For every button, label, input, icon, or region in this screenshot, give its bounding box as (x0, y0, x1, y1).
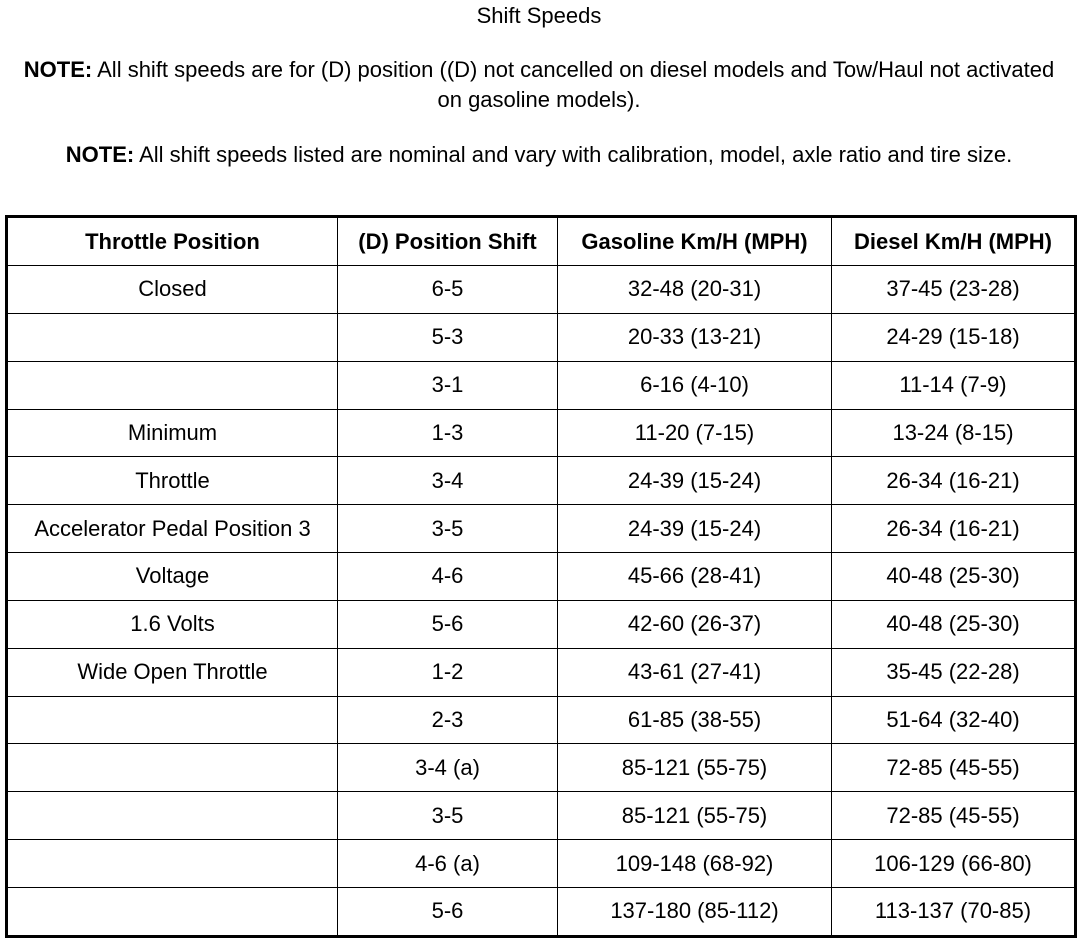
note-text: All shift speeds are for (D) position ((D) not cancelled on diesel models and Tow/Haul not activated on gasoline models). (92, 57, 1055, 112)
gasoline-speed-cell: 137-180 (85-112) (558, 887, 832, 936)
diesel-speed-cell: 113-137 (70-85) (832, 887, 1076, 936)
column-header-d-position-shift: (D) Position Shift (338, 217, 558, 266)
shift-cell: 5-3 (338, 313, 558, 361)
gasoline-speed-cell: 32-48 (20-31) (558, 266, 832, 314)
gasoline-speed-cell: 43-61 (27-41) (558, 648, 832, 696)
table-row (7, 457, 1076, 505)
note-text: All shift speeds listed are nominal and vary with calibration, model, axle ratio and tire size. (134, 142, 1013, 167)
shift-cell: 6-5 (338, 266, 558, 314)
throttle-position-cell (7, 313, 338, 361)
column-header-diesel-speed: Diesel Km/H (MPH) (832, 217, 1076, 266)
page-title: Shift Speeds (476, 3, 602, 28)
table-row (7, 648, 1076, 696)
throttle-position-cell: Throttle (7, 457, 338, 505)
diesel-speed-cell: 26-34 (16-21) (832, 457, 1076, 505)
table-row (7, 744, 1076, 792)
throttle-position-cell: Minimum (7, 409, 338, 457)
throttle-position-cell (7, 696, 338, 744)
throttle-position-cell (7, 792, 338, 840)
note-label: NOTE: (65, 142, 135, 167)
table-row (7, 313, 1076, 361)
throttle-position-cell: Closed (7, 266, 338, 314)
table-row (7, 361, 1076, 409)
throttle-position-cell (7, 744, 338, 792)
note-nominal-speeds (10, 140, 1068, 170)
shift-cell: 5-6 (338, 887, 558, 936)
throttle-position-cell: Accelerator Pedal Position 3 (7, 505, 338, 553)
diesel-speed-cell: 13-24 (8-15) (832, 409, 1076, 457)
gasoline-speed-cell: 24-39 (15-24) (558, 505, 832, 553)
table-row (7, 505, 1076, 553)
shift-cell: 4-6 (338, 553, 558, 601)
diesel-speed-cell: 40-48 (25-30) (832, 553, 1076, 601)
shift-cell: 1-2 (338, 648, 558, 696)
table-body (7, 266, 1076, 937)
throttle-position-cell (7, 361, 338, 409)
shift-cell: 3-5 (338, 792, 558, 840)
gasoline-speed-cell: 24-39 (15-24) (558, 457, 832, 505)
gasoline-speed-cell: 11-20 (7-15) (558, 409, 832, 457)
shift-cell: 1-3 (338, 409, 558, 457)
diesel-speed-cell: 40-48 (25-30) (832, 600, 1076, 648)
shift-speeds-table (5, 215, 1077, 938)
diesel-speed-cell: 24-29 (15-18) (832, 313, 1076, 361)
diesel-speed-cell: 37-45 (23-28) (832, 266, 1076, 314)
gasoline-speed-cell: 61-85 (38-55) (558, 696, 832, 744)
gasoline-speed-cell: 109-148 (68-92) (558, 840, 832, 888)
diesel-speed-cell: 11-14 (7-9) (832, 361, 1076, 409)
diesel-speed-cell: 35-45 (22-28) (832, 648, 1076, 696)
gasoline-speed-cell: 6-16 (4-10) (558, 361, 832, 409)
table-row (7, 840, 1076, 888)
throttle-position-cell (7, 887, 338, 936)
table-row (7, 887, 1076, 936)
throttle-position-cell: Wide Open Throttle (7, 648, 338, 696)
throttle-position-cell: Voltage (7, 553, 338, 601)
gasoline-speed-cell: 85-121 (55-75) (558, 792, 832, 840)
gasoline-speed-cell: 85-121 (55-75) (558, 744, 832, 792)
diesel-speed-cell: 51-64 (32-40) (832, 696, 1076, 744)
column-header-throttle-position: Throttle Position (7, 217, 338, 266)
shift-cell: 3-4 (a) (338, 744, 558, 792)
throttle-position-cell: 1.6 Volts (7, 600, 338, 648)
diesel-speed-cell: 72-85 (45-55) (832, 792, 1076, 840)
shift-cell: 3-5 (338, 505, 558, 553)
diesel-speed-cell: 72-85 (45-55) (832, 744, 1076, 792)
table-row (7, 409, 1076, 457)
table-row (7, 600, 1076, 648)
shift-cell: 3-1 (338, 361, 558, 409)
diesel-speed-cell: 106-129 (66-80) (832, 840, 1076, 888)
shift-cell: 4-6 (a) (338, 840, 558, 888)
diesel-speed-cell: 26-34 (16-21) (832, 505, 1076, 553)
gasoline-speed-cell: 20-33 (13-21) (558, 313, 832, 361)
table-row (7, 696, 1076, 744)
throttle-position-cell (7, 840, 338, 888)
gasoline-speed-cell: 42-60 (26-37) (558, 600, 832, 648)
table-row (7, 553, 1076, 601)
column-header-gasoline-speed: Gasoline Km/H (MPH) (558, 217, 832, 266)
note-label: NOTE: (23, 57, 93, 82)
shift-cell: 3-4 (338, 457, 558, 505)
gasoline-speed-cell: 45-66 (28-41) (558, 553, 832, 601)
table-row (7, 792, 1076, 840)
shift-cell: 5-6 (338, 600, 558, 648)
table-header-row (7, 217, 1076, 266)
note-all-speeds-d-position (10, 55, 1068, 115)
table-row (7, 266, 1076, 314)
shift-cell: 2-3 (338, 696, 558, 744)
